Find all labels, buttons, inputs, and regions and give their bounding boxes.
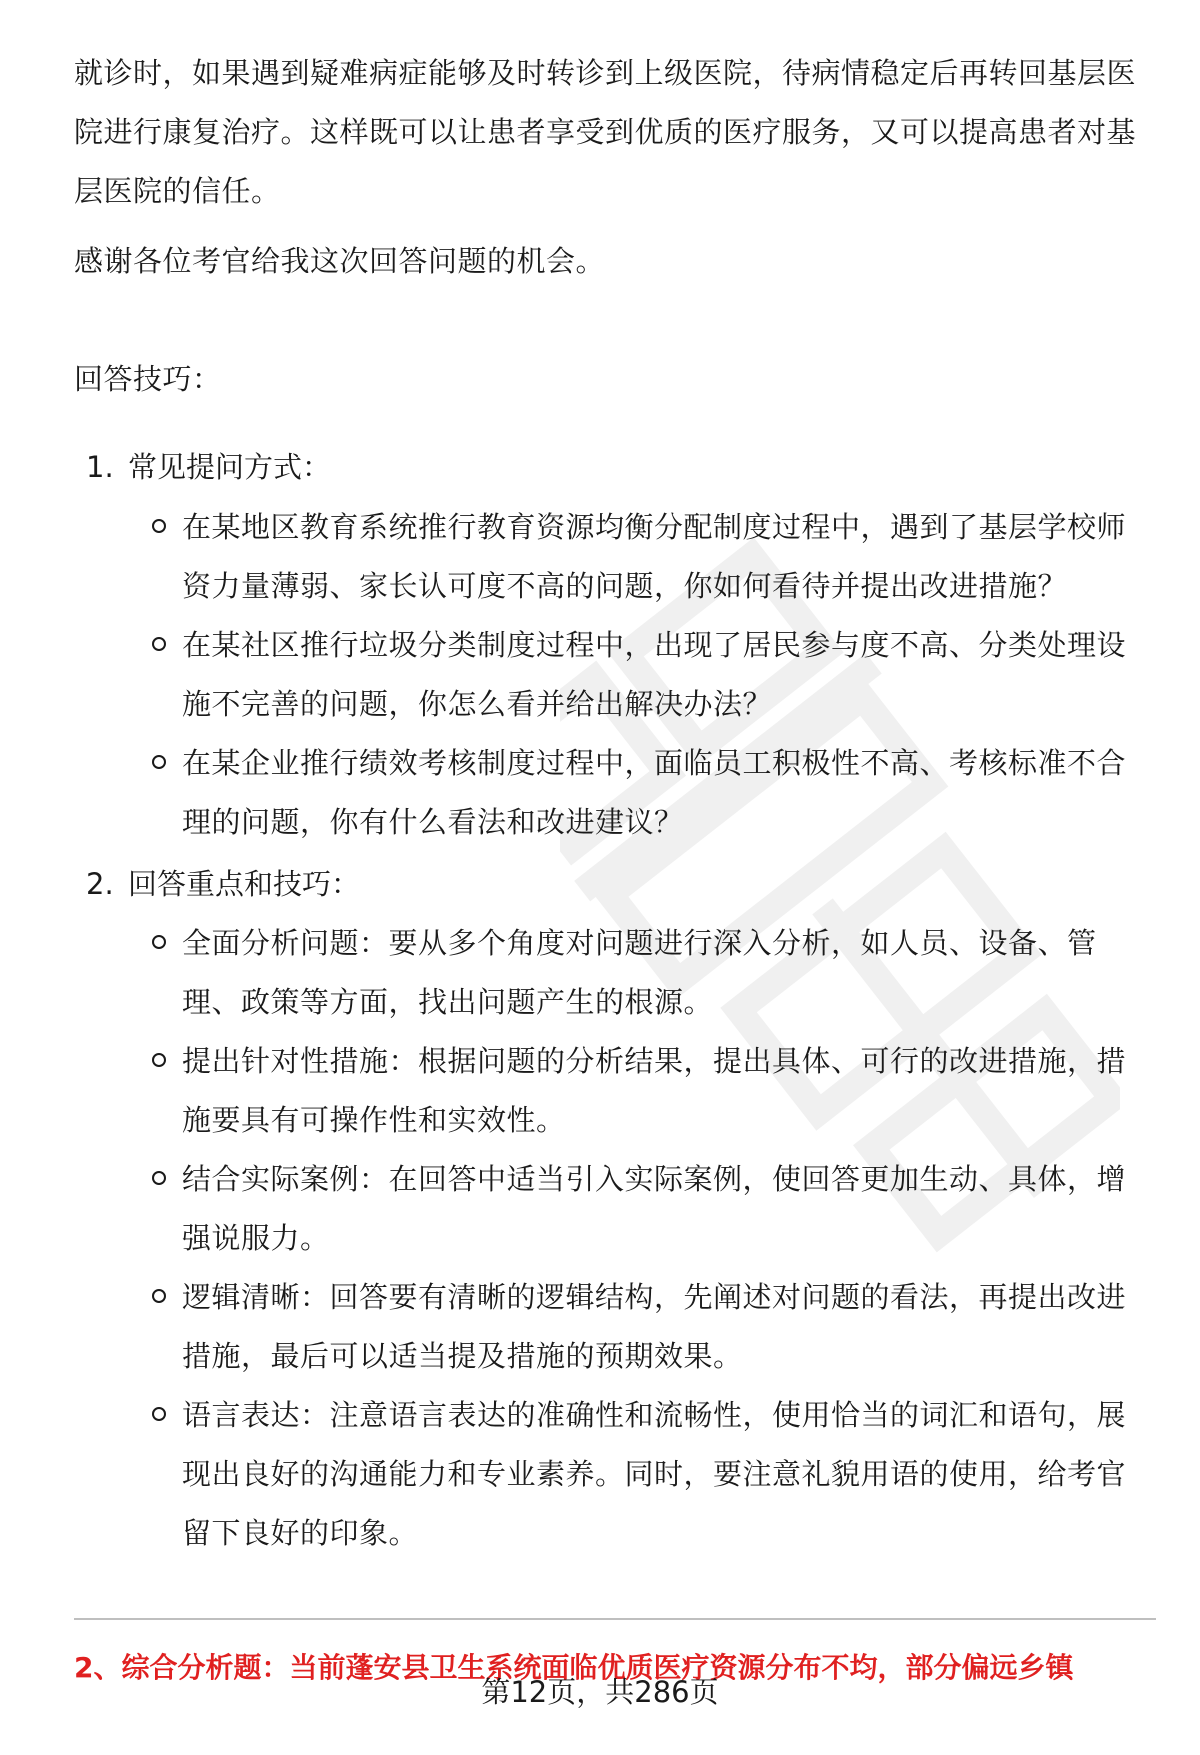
- list-item-line: 语言表达：注意语言表达的准确性和流畅性，使用恰当的词汇和语句，展: [182, 1398, 1127, 1432]
- thanks-paragraph: 感谢各位考官给我这次回答问题的机会。: [74, 244, 606, 278]
- section-label: 常见提问方式：: [128, 450, 332, 484]
- list-item-line: 在某企业推行绩效考核制度过程中，面临员工积极性不高、考核标准不合: [182, 746, 1127, 780]
- intro-line: 层医院的信任。: [74, 174, 281, 208]
- list-item-line: 提出针对性措施：根据问题的分析结果，提出具体、可行的改进措施，措: [182, 1044, 1127, 1078]
- list-item-line: 资力量薄弱、家长认可度不高的问题，你如何看待并提出改进措施？: [182, 569, 1068, 603]
- bullet-circle-icon: [152, 1171, 166, 1185]
- intro-line: 院进行康复治疗。这样既可以让患者享受到优质的医疗服务，又可以提高患者对基: [74, 115, 1137, 149]
- bullet-circle-icon: [152, 637, 166, 651]
- list-item-line: 措施，最后可以适当提及措施的预期效果。: [182, 1339, 743, 1373]
- next-question-heading: 2、综合分析题：当前蓬安县卫生系统面临优质医疗资源分布不均，部分偏远乡镇: [74, 1651, 1074, 1684]
- intro-line: 就诊时，如果遇到疑难病症能够及时转诊到上级医院，待病情稳定后再转回基层医: [74, 56, 1137, 90]
- list-item-line: 在某社区推行垃圾分类制度过程中，出现了居民参与度不高、分类处理设: [182, 628, 1127, 662]
- section-divider: [74, 1618, 1156, 1620]
- list-item-line: 全面分析问题：要从多个角度对问题进行深入分析，如人员、设备、管: [182, 926, 1097, 960]
- section-number: 1.: [86, 450, 114, 484]
- bullet-circle-icon: [152, 519, 166, 533]
- list-item-line: 理的问题，你有什么看法和改进建议？: [182, 805, 684, 839]
- intro-paragraph: [74, 44, 1146, 221]
- bullet-circle-icon: [152, 1289, 166, 1303]
- section-number: 2.: [86, 867, 114, 901]
- list-item-line: 留下良好的印象。: [182, 1516, 419, 1550]
- list-item-line: 强说服力。: [182, 1221, 330, 1255]
- bullet-circle-icon: [152, 1053, 166, 1067]
- bullet-circle-icon: [152, 935, 166, 949]
- list-item-line: 结合实际案例：在回答中适当引入实际案例，使回答更加生动、具体，增: [182, 1162, 1127, 1196]
- list-item-line: 在某地区教育系统推行教育资源均衡分配制度过程中，遇到了基层学校师: [182, 510, 1127, 544]
- bullet-circle-icon: [152, 1407, 166, 1421]
- page-number: 第12页，共286页: [481, 1675, 719, 1709]
- list-item-line: 施不完善的问题，你怎么看并给出解决办法？: [182, 687, 773, 721]
- list-item-line: 施要具有可操作性和实效性。: [182, 1103, 566, 1137]
- tips-heading: 回答技巧：: [74, 362, 222, 396]
- bullet-circle-icon: [152, 755, 166, 769]
- section-label: 回答重点和技巧：: [128, 867, 361, 901]
- list-item-line: 理、政策等方面，找出问题产生的根源。: [182, 985, 714, 1019]
- list-item-line: 逻辑清晰：回答要有清晰的逻辑结构，先阐述对问题的看法，再提出改进: [182, 1280, 1127, 1314]
- list-item-line: 现出良好的沟通能力和专业素养。同时，要注意礼貌用语的使用，给考官: [182, 1457, 1127, 1491]
